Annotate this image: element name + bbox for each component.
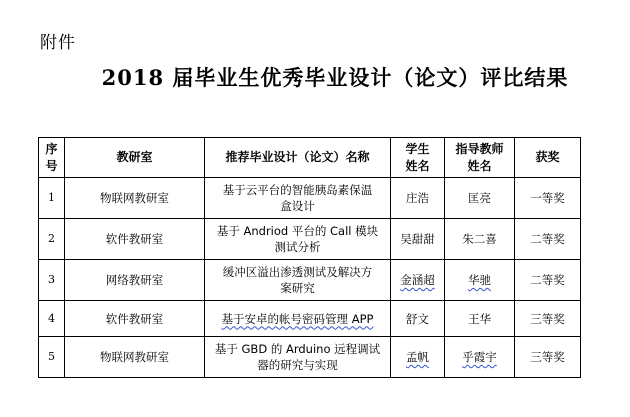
row-advisor: 匡亮 [445, 178, 515, 219]
table-row [39, 301, 581, 337]
row-student: 舒文 [391, 301, 445, 337]
row-award: 三等奖 [515, 337, 581, 378]
table-row [39, 260, 581, 301]
row-project [205, 337, 391, 378]
results-table [38, 137, 581, 378]
row-student [391, 260, 445, 301]
row-project [205, 260, 391, 301]
project-line: 基于 Andriod 平台的 Call 模块 [216, 224, 379, 238]
row-project [205, 301, 391, 337]
project-line: 盒设计 [280, 199, 315, 213]
header-student-line: 姓名 [405, 158, 430, 173]
header-no [39, 138, 65, 178]
row-no: 5 [39, 337, 65, 378]
student-name: 孟帆 [406, 350, 429, 364]
row-lab: 物联网教研室 [65, 337, 205, 378]
table-row [39, 219, 581, 260]
table-row [39, 337, 581, 378]
row-advisor: 朱二喜 [445, 219, 515, 260]
table-header-row [39, 138, 581, 178]
attachment-label: 附件 [40, 33, 76, 53]
project-line: 器的研究与实现 [257, 358, 338, 372]
header-advisor [445, 138, 515, 178]
row-lab: 软件教研室 [65, 301, 205, 337]
advisor-name: 华驰 [468, 273, 491, 287]
row-advisor [445, 337, 515, 378]
row-no: 1 [39, 178, 65, 219]
row-student [391, 337, 445, 378]
row-award: 二等奖 [515, 260, 581, 301]
project-line: 基于 GBD 的 Arduino 远程调试 [214, 342, 381, 356]
row-lab: 网络教研室 [65, 260, 205, 301]
row-lab: 物联网教研室 [65, 178, 205, 219]
row-no: 3 [39, 260, 65, 301]
project-line: 基于云平台的智能胰岛素保温 [222, 183, 373, 197]
row-lab: 软件教研室 [65, 219, 205, 260]
header-student [391, 138, 445, 178]
project-line: 缓冲区溢出渗透测试及解决方 [222, 265, 373, 279]
header-award: 获奖 [515, 138, 581, 178]
advisor-name: 乎霞宇 [462, 350, 497, 364]
document-title: 2018 届毕业生优秀毕业设计（论文）评比结果 [101, 65, 569, 90]
header-project: 推荐毕业设计（论文）名称 [205, 138, 391, 178]
row-project [205, 178, 391, 219]
table-row [39, 178, 581, 219]
row-student: 吴甜甜 [391, 219, 445, 260]
project-line: 基于安卓的帐号密码管理 APP [221, 311, 374, 326]
header-lab: 教研室 [65, 138, 205, 178]
row-student: 庄浩 [391, 178, 445, 219]
project-line: 测试分析 [274, 240, 321, 254]
row-award: 一等奖 [515, 178, 581, 219]
header-no-line: 号 [45, 158, 58, 173]
row-advisor [445, 260, 515, 301]
row-award: 二等奖 [515, 219, 581, 260]
project-line: 案研究 [280, 281, 315, 295]
header-no-line: 序 [45, 141, 58, 156]
row-award: 三等奖 [515, 301, 581, 337]
header-student-line: 学生 [405, 141, 430, 156]
row-no: 2 [39, 219, 65, 260]
header-advisor-line: 姓名 [467, 158, 492, 173]
header-advisor-line: 指导教师 [455, 141, 504, 156]
row-advisor: 王华 [445, 301, 515, 337]
student-name: 金涵超 [400, 273, 435, 287]
row-no: 4 [39, 301, 65, 337]
row-project [205, 219, 391, 260]
